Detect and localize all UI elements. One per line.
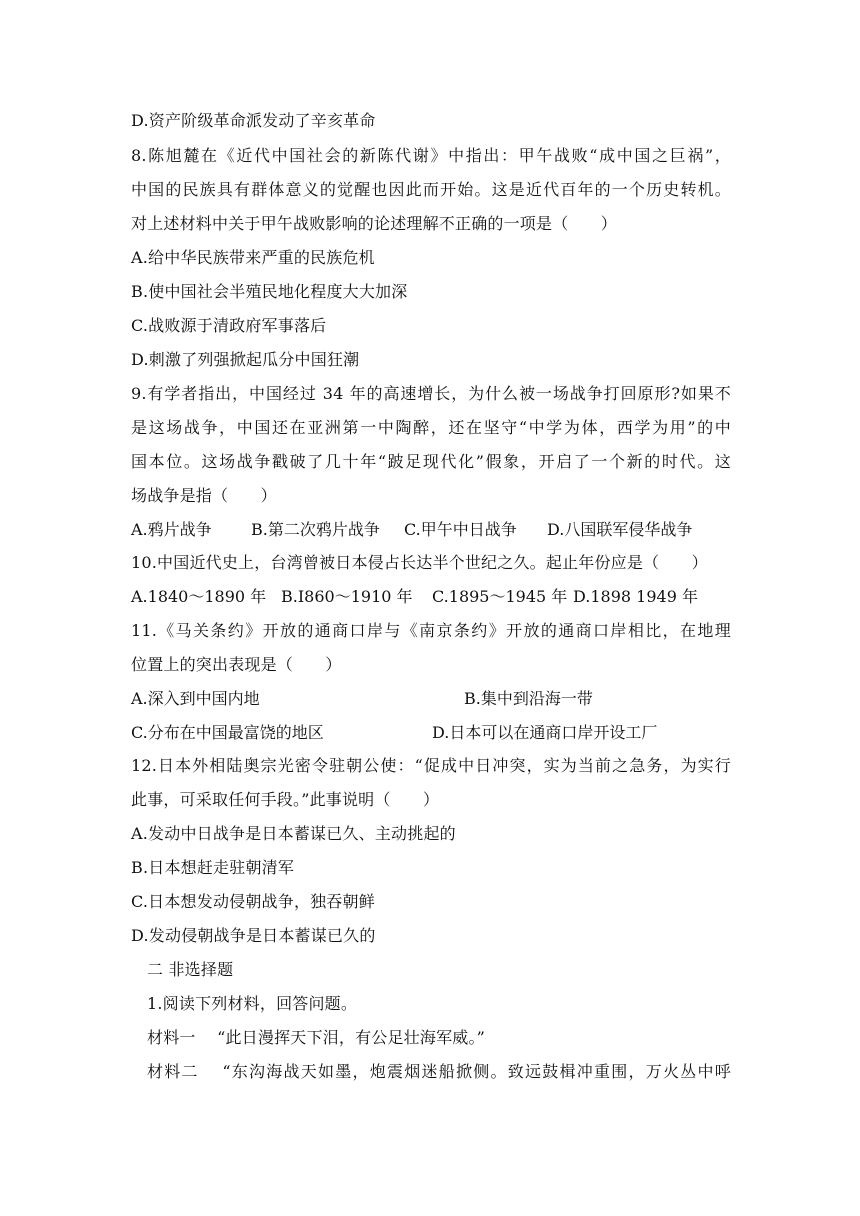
q9-option-b: B.第二次鸦片战争 [251, 520, 380, 539]
q9-stem-line-2: 是这场战争，中国还在亚洲第一中陶醉，还在坚守“中学为体，西学为用”的中 [131, 418, 731, 437]
q11-option-a: A.深入到中国内地 [131, 689, 260, 708]
q11-stem-line-2: 位置上的突出表现是（ ） [131, 655, 342, 674]
q9-option-d: D.八国联军侵华战争 [547, 520, 693, 539]
q10-option-c: C.1895～1945 年 [432, 587, 568, 606]
q11-stem-line-1: 11.《马关条约》开放的通商口岸与《南京条约》开放的通商口岸相比，在地理 [131, 621, 731, 640]
q11-option-d: D.日本可以在通商口岸开设工厂 [432, 723, 658, 742]
q8-stem-line-3: 对上述材料中关于甲午战败影响的论述理解不正确的一项是（ ） [131, 214, 618, 233]
q8-stem-line-2: 中国的民族具有群体意义的觉醒也因此而开始。这是近代百年的一个历史转机。 [131, 180, 731, 199]
q11-option-c: C.分布在中国最富饶的地区 [131, 723, 324, 742]
q12-option-d: D.发动侵朝战争是日本蓄谋已久的 [131, 926, 376, 945]
q12-option-a: A.发动中日战争是日本蓄谋已久、主动挑起的 [131, 824, 456, 843]
material-2-line: 材料二 “东沟海战天如墨，炮震烟迷船掀侧。致远鼓楫冲重围，万火丛中呼 [147, 1062, 731, 1081]
q8-option-c: C.战败源于清政府军事落后 [131, 316, 327, 335]
q8-option-b: B.使中国社会半殖民地化程度大大加深 [131, 282, 408, 301]
q9-stem-line-3: 国本位。这场战争戳破了几十年“跛足现代化”假象，开启了一个新的时代。这 [131, 452, 731, 471]
q12-option-c: C.日本想发动侵朝战争，独吞朝鲜 [131, 892, 375, 911]
q9-option-a: A.鸦片战争 [131, 520, 212, 539]
q11-option-b: B.集中到沿海一带 [464, 689, 593, 708]
material-1-line: 材料一 “此日漫挥天下泪，有公足壮海军威。” [147, 1028, 486, 1047]
question-1-instruction: 1.阅读下列材料，回答问题。 [147, 994, 358, 1013]
q9-option-c: C.甲午中日战争 [404, 520, 517, 539]
q12-stem-line-1: 12.日本外相陆奥宗光密令驻朝公使：“促成中日冲突，实为当前之急务，为实行 [131, 756, 731, 775]
q8-stem-line-1: 8.陈旭麓在《近代中国社会的新陈代谢》中指出：甲午战败“成中国之巨祸”， [131, 146, 731, 165]
q9-stem-line-4: 场战争是指（ ） [131, 486, 277, 505]
q9-stem-line-1: 9.有学者指出，中国经过 34 年的高速增长，为什么被一场战争打回原形?如果不 [131, 384, 731, 403]
q7-option-d: D.资产阶级革命派发动了辛亥革命 [131, 111, 376, 130]
q12-option-b: B.日本想赶走驻朝清军 [131, 858, 295, 877]
q8-option-a: A.给中华民族带来严重的民族危机 [131, 248, 375, 267]
q10-option-d: D.1898 1949 年 [573, 587, 698, 606]
q10-stem-line-1: 10.中国近代史上，台湾曾被日本侵占长达半个世纪之久。起止年份应是（ ） [131, 553, 708, 572]
section-heading-non-choice: 二 非选择题 [147, 960, 234, 979]
q10-option-b: B.I860～1910 年 [281, 587, 413, 606]
q10-option-a: A.1840～1890 年 [131, 587, 267, 606]
q8-option-d: D.刺激了列强掀起瓜分中国狂潮 [131, 350, 360, 369]
q12-stem-line-2: 此事，可采取任何手段。”此事说明（ ） [131, 790, 440, 809]
